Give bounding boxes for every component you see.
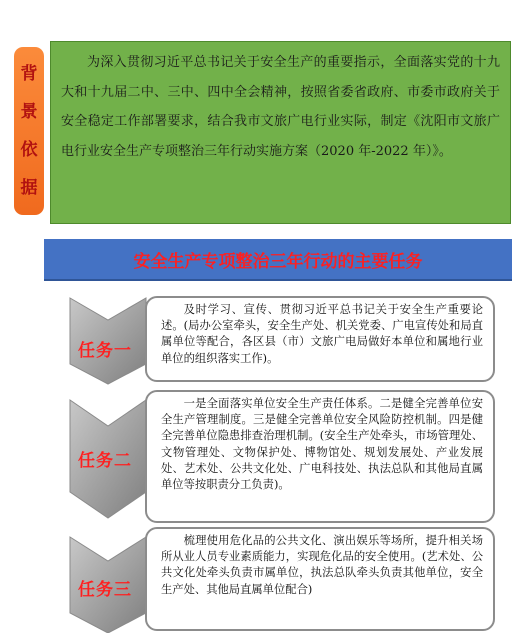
task-label: 任务三 [78,580,132,600]
background-tab-char: 景 [20,101,38,122]
task-label: 任务二 [78,451,132,471]
background-box [50,41,511,224]
task-2 [0,386,523,526]
task-text: 梳理使用危化品的公共文化、演出娱乐等场所，提升相关场所从业人员专业素质能力，实现危化品的安全使用。(艺术处、公共文化处牵头负责市属单位，执法总队牵头负责其他单位，安全生产处、其他局直属单位配合) [161,534,483,596]
background-tab [14,47,44,215]
task-text: 一是全面落实单位安全生产责任体系。二是健全完善单位安全生产管理制度。三是健全完善单位安全风险防控机制。四是健全完善单位隐患排查治理机制。(安全生产处牵头，市场管理处、文物管理处、文物保护处、博物馆处、规划发展处、产业发展处、艺术处、公共文化处、广电科技处、执法总队和其他局直属单位等按职责分工负责)。 [161,397,483,492]
task-1 [0,292,523,388]
background-tab-char: 据 [20,177,38,198]
task-text: 及时学习、宣传、贯彻习近平总书记关于安全生产重要论述。(局办公室牵头，安全生产处、机关党委、广电宣传处和局直属单位等配合，各区县（市）文旅广电局做好本单位和属地行业单位的组织落实工作)。 [161,303,483,365]
task-3 [0,523,523,633]
task-box [145,390,495,523]
banner-title: 安全生产专项整治三年行动的主要任务 [133,251,423,272]
background-paragraph: 为深入贯彻习近平总书记关于安全生产的重要指示，全面落实党的十九大和十九届二中、三中、四中全会精神，按照省委省政府、市委市政府关于安全稳定工作部署要求，结合我市文旅广电行业实际，制定《沈阳市文旅广电行业安全生产专项整治三年行动实施方案（2020 年-2022 年）》。 [61,55,500,159]
task-box [145,527,495,631]
task-label: 任务一 [78,341,132,361]
main-tasks-banner [44,239,512,281]
background-tab-char: 背 [20,63,38,84]
task-box [145,296,495,382]
background-tab-char: 依 [20,139,38,160]
